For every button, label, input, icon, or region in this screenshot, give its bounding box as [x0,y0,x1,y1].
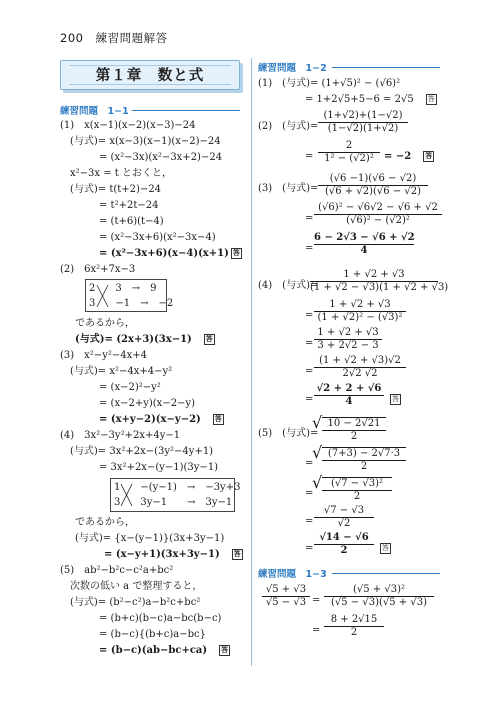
equals-sign: = [305,394,314,405]
denominator: 2 [322,490,392,503]
solution-line: = (b−c){(b+c)a−bc} [99,629,206,640]
section-heading-1-3: 練習問題 1−3 [258,569,327,580]
fraction [324,584,434,609]
answer-fraction [314,232,414,257]
problem-line: (3) (与式)= [258,183,319,194]
equals-sign: = [305,488,314,499]
column-divider [251,58,252,666]
radicand-numerator: 10 − 2√21 [322,417,386,430]
answer-mark-icon: 答 [232,249,240,257]
answer-tail [388,394,401,406]
chapter-title: 第１章 数と式 [69,65,231,85]
numerator: 1 + √2 + √3 [317,327,379,338]
answer-line: = (x−y+1)(3x+3y−1) 答 [104,549,241,560]
section-rule [132,110,240,111]
radicand-numerator: (7+3) − 2√7·3 [322,447,406,460]
solution-line: = (x²−3x+6)(x²−3x−4) [99,232,216,243]
denominator: 2√2 √2 [314,367,406,380]
solution-line: (与式)= t(t+2)−24 [70,184,162,195]
problem-line: (3) x²−y²−4x+4 [60,350,147,361]
fraction [314,505,374,530]
denominator: 1² − (√2)² [318,152,380,165]
answer-mark-icon: 答 [392,395,399,403]
numerator: 1 + √2 + √3 [343,269,405,280]
numerator: (1 + √2 + √3)√2 [319,355,401,366]
chapter-banner [60,60,240,90]
equals-sign: = [305,543,314,554]
solution-line: = (x²−3x)(x²−3x+2)−24 [99,152,223,163]
radical-icon: √ [312,473,323,492]
equals-sign: = [305,310,314,321]
solution-line: (与式)= (b²−c²)a−b²c+bc² [70,597,201,608]
denominator: 2 [322,460,406,473]
problem-line: (4) 3x²−3y²+2x+4y−1 [60,430,181,441]
page-title: 練習問題解答 [95,31,168,45]
denominator: √5 − √3 [262,596,310,609]
denominator: (√5 − √3)(√5 + √3) [324,596,434,609]
answer-mark-icon: 答 [382,544,389,552]
fraction [314,299,406,324]
answer-mark-icon: 答 [214,415,222,423]
page-header [60,30,168,46]
problem-line: (2) (与式)= [258,121,319,132]
section-rule [332,67,440,68]
cross-row: 3 −1 → −2 [89,298,174,309]
answer-mark-icon: 答 [425,152,433,160]
equals-sign: = [312,595,321,606]
equals-sign: = [305,338,314,349]
numerator: √5 + √3 [265,584,307,595]
problem-line: (5) (与式)= [258,428,319,439]
problem-line: (4) (与式)= [258,280,319,291]
problem-line: (1) x(x−1)(x−2)(x−3)−24 [60,120,196,131]
numerator: 6 − 2√3 − √6 + √2 [314,232,415,243]
solution-line: であるから， [75,517,135,528]
numerator: 1 + √2 + √3 [329,299,391,310]
answer-line: = 1+2√5+5−6 = 2√5 答 [305,94,435,105]
answer-fraction [314,532,374,557]
denominator: 4 [314,395,384,408]
solution-line: = (x−2+y)(x−2−y) [99,398,195,409]
fraction [318,140,380,165]
equals-sign: = [305,458,314,469]
denominator: 3 + 2√2 − 3 [314,339,382,352]
section-rule [332,573,440,574]
problem-line: (2) 6x²+7x−3 [60,264,136,275]
denominator: (1 + √2)² − (√3)² [314,311,406,324]
answer-fraction [314,383,384,408]
answer-mark-icon: 答 [233,550,241,558]
solution-line: であるから， [75,318,135,329]
answer-line: (与式)= (2x+3)(3x−1) 答 [75,334,213,345]
radical-fraction [322,417,386,443]
problem-line: (5) ab²−b²c−c²a+bc² [60,565,174,576]
equals-sign: = [305,213,314,224]
fraction [314,202,442,227]
solution-line: (与式)= x²−4x+4−y² [70,366,173,377]
numerator: √7 − √3 [323,505,365,516]
radical-icon: √ [312,443,323,462]
problem-line: (1) (与式)= (1+√5)² − (√6)² [258,78,401,89]
answer-line: = −2 答 [384,151,433,162]
cross-row: 3 3y−1 → 3y−1 [114,497,233,508]
denominator: √2 [314,517,374,530]
section-heading-1-2: 練習問題 1−2 [258,63,327,74]
fraction [318,110,408,135]
numerator: √2 + 2 + √6 [316,383,382,394]
equals-sign: = [305,516,314,527]
radical-icon: √ [312,413,323,432]
equals-sign: = [305,243,314,254]
denominator: (√6)² − (√2)² [314,214,442,227]
fraction [314,327,382,352]
numerator: (1+√2)+(1−√2) [323,110,403,121]
section-heading-1-1: 練習問題 1−1 [60,106,129,117]
numerator: (√6)² − √6√2 − √6 + √2 [318,202,438,213]
answer-line: = (b−c)(ab−bc+ca) 答 [99,645,229,656]
solution-line: = t²+2t−24 [99,200,159,211]
numerator: 2 [345,140,353,151]
numerator: 8 + 2√15 [330,614,378,625]
equals-sign: = [305,151,314,162]
fraction [262,584,310,609]
numerator: (√5 + √3)² [352,584,406,595]
fraction [324,614,384,639]
solution-line: = 3x²+2x−(y−1)(3y−1) [99,462,219,473]
page-number: 200 [60,31,84,45]
solution-line: = (b+c)(b−c)a−bc(b−c) [99,613,222,624]
radical-fraction [322,477,392,503]
denominator: 2 [314,544,374,557]
equals-sign: = [312,625,321,636]
cross-row: 1 −(y−1) → −3y+3 [114,482,241,493]
answer-mark-icon: 答 [205,335,213,343]
solution-line: = (x−2)²−y² [99,382,161,393]
radicand-numerator: (√7 − √3)² [322,477,392,490]
denominator: (1 + √2 − √3)(1 + √2 + √3) [310,282,449,293]
fraction [318,173,428,198]
solution-line: (与式)= x(x−3)(x−1)(x−2)−24 [70,136,221,147]
answer-line: = (x+y−2)(x−y−2) 答 [99,414,222,425]
solution-line: (与式)= 3x²+2x−(3y²−4y+1) [70,446,214,457]
answer-mark-icon: 答 [427,95,435,103]
fraction [314,355,406,380]
equals-sign: = [305,366,314,377]
solution-line: x²−3x = t とおくと， [70,168,172,179]
answer-mark-icon: 答 [221,646,229,654]
denominator: 2 [324,626,384,639]
numerator: √14 − √6 [319,532,369,543]
denominator: (1−√2)(1+√2) [318,122,408,135]
denominator: (√6 + √2)(√6 − √2) [318,185,428,198]
fraction [310,269,449,294]
cross-row: 2 3 → 9 [89,283,157,294]
solution-line: (与式)= {x−(y−1)}(3x+3y−1) [75,533,225,544]
answer-tail [378,543,391,555]
numerator: (√6 −1)(√6 − √2) [329,173,417,184]
denominator: 4 [314,244,414,257]
answer-line: = (x²−3x+6)(x−4)(x+1) 答 [99,248,240,259]
radical-fraction [322,447,406,473]
solution-line: = (t+6)(t−4) [99,216,164,227]
solution-line: 次数の低い a で整理すると， [70,581,203,592]
denominator: 2 [322,430,386,443]
